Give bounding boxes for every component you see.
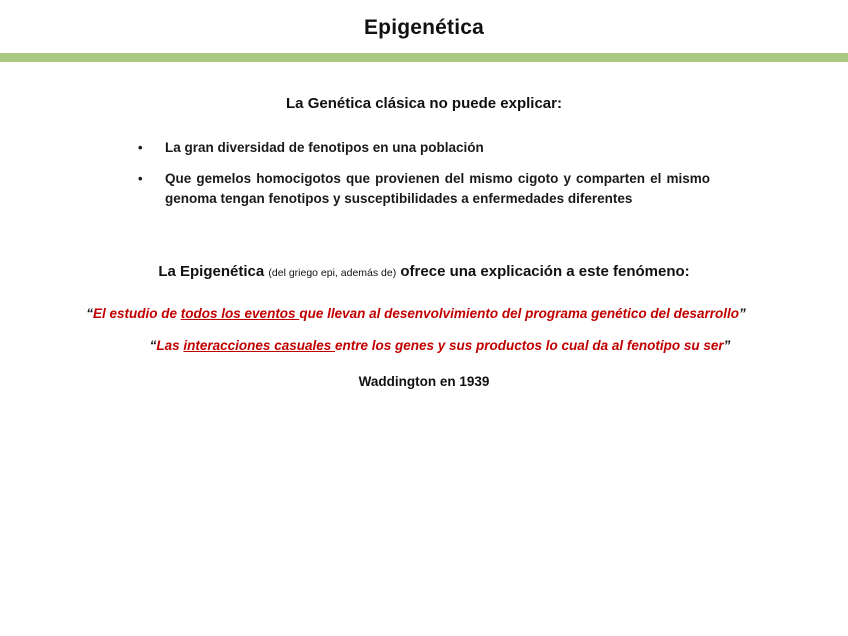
- slide-title: Epigenética: [363, 16, 485, 39]
- quote-text: entre los genes y sus productos lo cual da al fenotipo su ser: [335, 338, 724, 353]
- intro-aside: (del griego epi, además de): [268, 267, 397, 279]
- bullet-item: [138, 138, 710, 158]
- bullet-text: Que gemelos homocigotos que provienen del mismo cigoto y comparten el mismo genoma tengan fenotipos y susceptibilidades a enfermedades diferentes: [165, 171, 710, 206]
- bullet-item: [138, 169, 710, 209]
- quote-close-mark: ”: [738, 306, 746, 321]
- intro-lead: La Epigenética: [158, 263, 265, 280]
- bullet-marker: •: [138, 171, 143, 186]
- quote-underlined-text: todos los eventos: [180, 306, 300, 321]
- quote-text: que llevan al desenvolvimiento del programa genético del desarrollo: [299, 306, 739, 321]
- bullet-marker: •: [138, 140, 143, 155]
- intro-line: [0, 263, 848, 280]
- bullet-list: [138, 138, 710, 220]
- quote-open-mark: “: [149, 338, 157, 353]
- subtitle: La Genética clásica no puede explicar:: [286, 95, 562, 112]
- quote-text: Las: [156, 338, 184, 353]
- quote-definition-2: [16, 338, 848, 353]
- quote-underlined-text: interacciones casuales: [183, 338, 335, 353]
- bullet-text: La gran diversidad de fenotipos en una población: [165, 140, 484, 155]
- quote-definition-1: [0, 306, 840, 321]
- quote-close-mark: ”: [723, 338, 731, 353]
- attribution: Waddington en 1939: [358, 374, 490, 389]
- quote-open-mark: “: [86, 306, 94, 321]
- quote-text: El estudio de: [93, 306, 181, 321]
- title-divider: [0, 53, 848, 62]
- intro-rest: ofrece una explicación a este fenómeno:: [400, 263, 690, 280]
